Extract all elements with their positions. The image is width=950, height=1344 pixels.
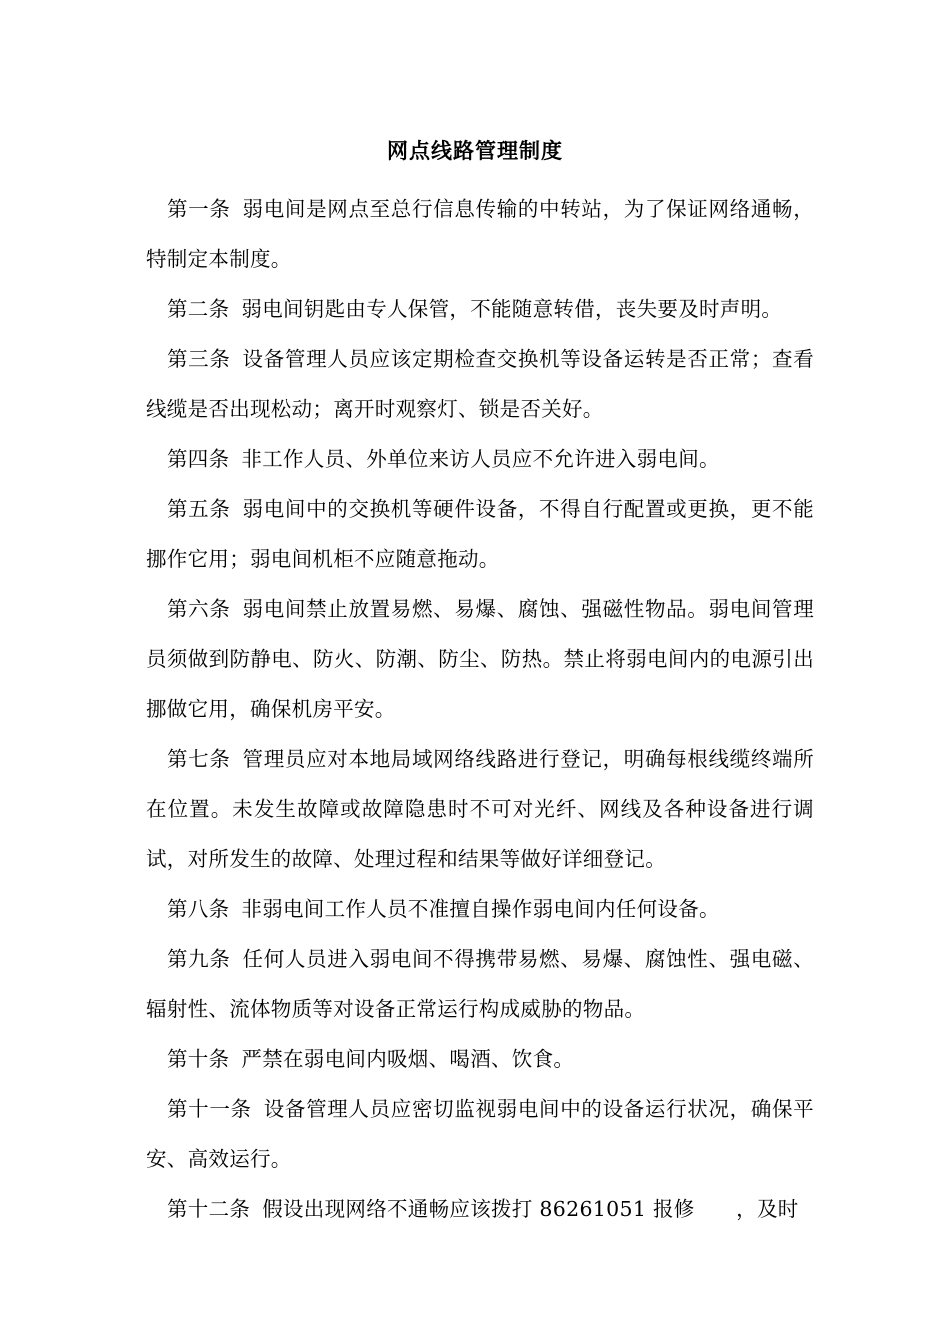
article-number: 第九条 bbox=[167, 947, 231, 971]
article-text: 弱电间是网点至总行信息传输的中转站，为了保证网络通畅，特制定本制度。 bbox=[146, 197, 814, 271]
article-number: 第四条 bbox=[167, 447, 230, 471]
article-number: 第七条 bbox=[167, 747, 231, 771]
article-number: 第十二条 bbox=[167, 1197, 251, 1221]
article-3 bbox=[146, 334, 814, 434]
article-text: 非弱电间工作人员不准擅自操作弱电间内任何设备。 bbox=[241, 897, 720, 921]
article-11 bbox=[146, 1084, 814, 1184]
article-number: 第一条 bbox=[167, 197, 231, 221]
article-number: 第五条 bbox=[167, 497, 231, 521]
article-text: 设备管理人员应该定期检查交换机等设备运转是否正常；查看线缆是否出现松动；离开时观察灯、锁是否关好。 bbox=[146, 347, 814, 421]
article-text: 非工作人员、外单位来访人员应不允许进入弱电间。 bbox=[241, 447, 720, 471]
article-6 bbox=[146, 584, 814, 734]
article-12 bbox=[146, 1184, 814, 1234]
article-text: 假设出现网络不通畅应该拨打 86261051 报修 ，及时 bbox=[262, 1197, 799, 1221]
article-5 bbox=[146, 484, 814, 584]
article-number: 第十一条 bbox=[167, 1097, 252, 1121]
article-7 bbox=[146, 734, 814, 884]
article-2 bbox=[146, 284, 814, 334]
article-number: 第三条 bbox=[167, 347, 231, 371]
document-title: 网点线路管理制度 bbox=[387, 138, 563, 163]
article-1 bbox=[146, 184, 814, 284]
article-text: 严禁在弱电间内吸烟、喝酒、饮食。 bbox=[241, 1047, 575, 1071]
article-text: 设备管理人员应密切监视弱电间中的设备运行状况，确保平安、高效运行。 bbox=[146, 1097, 814, 1171]
article-text: 管理员应对本地局域网络线路进行登记，明确每根线缆终端所在位置。未发生故障或故障隐患时不可对光纤、网线及各种设备进行调试，对所发生的故障、处理过程和结果等做好详细登记。 bbox=[146, 747, 814, 871]
article-10 bbox=[146, 1034, 814, 1084]
article-text: 任何人员进入弱电间不得携带易燃、易爆、腐蚀性、强电磁、辐射性、流体物质等对设备正常运行构成威胁的物品。 bbox=[146, 947, 814, 1021]
document-body bbox=[146, 184, 814, 1234]
article-9 bbox=[146, 934, 814, 1034]
article-4 bbox=[146, 434, 814, 484]
article-text: 弱电间钥匙由专人保管，不能随意转借，丧失要及时声明。 bbox=[241, 297, 783, 321]
article-number: 第八条 bbox=[167, 897, 230, 921]
article-text: 弱电间禁止放置易燃、易爆、腐蚀、强磁性物品。弱电间管理员须做到防静电、防火、防潮、防尘、防热。禁止将弱电间内的电源引出挪做它用，确保机房平安。 bbox=[146, 597, 814, 721]
article-number: 第十条 bbox=[167, 1047, 230, 1071]
article-text: 弱电间中的交换机等硬件设备，不得自行配置或更换，更不能挪作它用；弱电间机柜不应随意拖动。 bbox=[146, 497, 814, 571]
article-8 bbox=[146, 884, 814, 934]
article-number: 第六条 bbox=[167, 597, 231, 621]
article-number: 第二条 bbox=[167, 297, 230, 321]
